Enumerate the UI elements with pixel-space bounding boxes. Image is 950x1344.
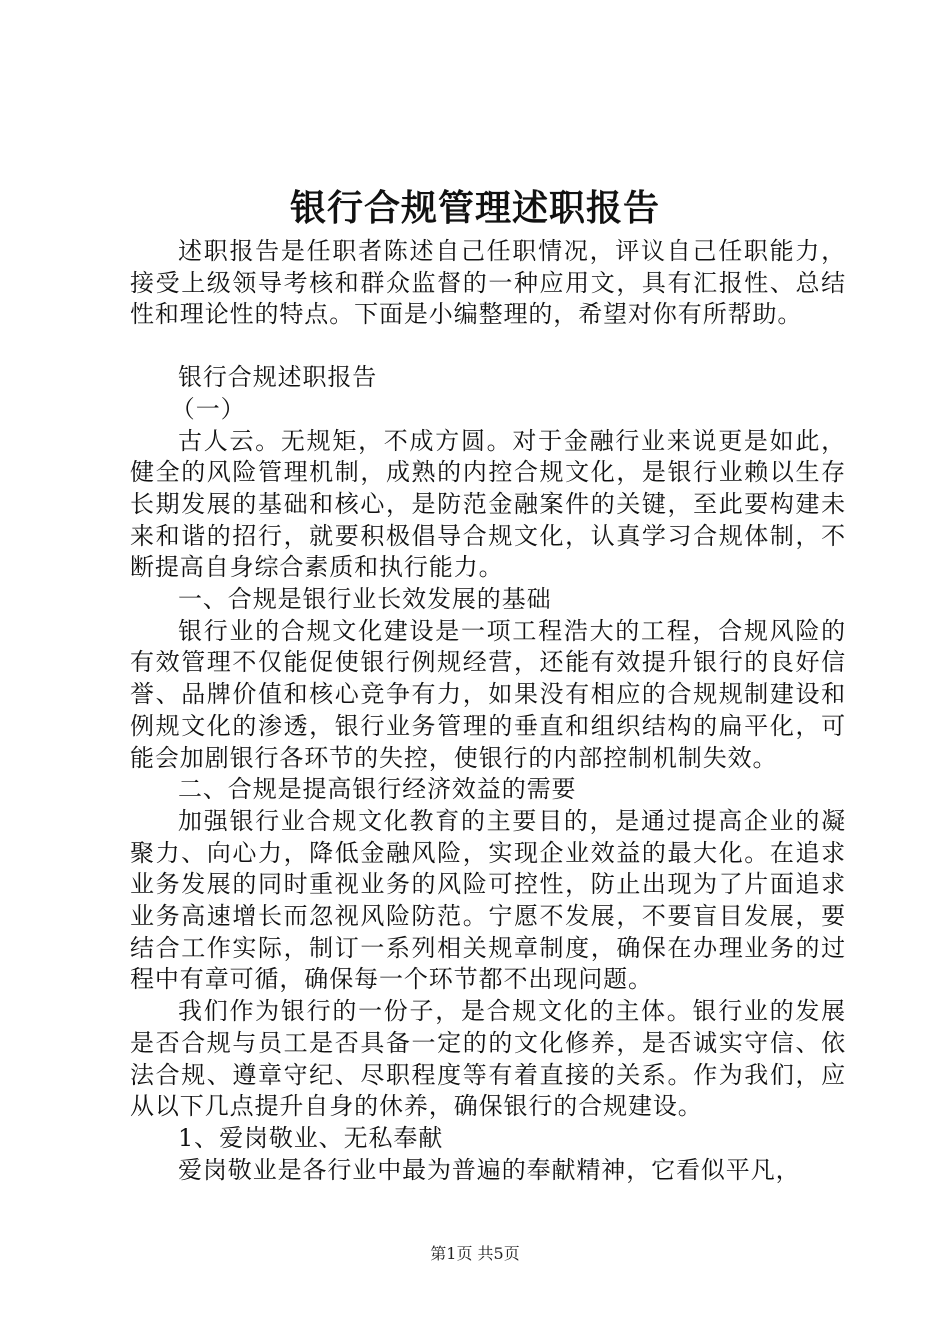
page-number-footer: 第1页 共5页	[430, 1244, 520, 1263]
paragraph-spacer	[130, 331, 846, 362]
document-title: 银行合规管理述职报告	[289, 187, 660, 229]
section-heading: 一、合规是银行业长效发展的基础	[178, 585, 552, 614]
section-heading: 二、合规是提高银行经济效益的需要	[178, 775, 577, 804]
body-paragraph: 古人云。无规矩，不成方圆。对于金融行业来说更是如此，健全的风险管理机制，成熟的内控合规文化，是银行业赖以生存长期发展的基础和核心，是防范金融案件的关键，至此要构建未来和谐的招行，就要积极倡导合规文化，认真学习合规体制，不断提高自身综合素质和执行能力。	[130, 426, 846, 582]
intro-paragraph: 述职报告是任职者陈述自己任职情况，评议自己任职能力，接受上级领导考核和群众监督的一种应用文，具有汇报性、总结性和理论性的特点。下面是小编整理的，希望对你有所帮助。	[130, 237, 846, 329]
body-paragraph: 加强银行业合规文化教育的主要目的，是通过提高企业的凝聚力、向心力，降低金融风险，实现企业效益的最大化。在追求业务发展的同时重视业务的风险可控性，防止出现为了片面追求业务高速增长而忽视风险防范。宁愿不发展，不要盲目发展，要结合工作实际，制订一系列相关规章制度，确保在办理业务的过程中有章可循，确保每一个环节都不出现问题。	[130, 806, 846, 994]
body-paragraph: 爱岗敬业是各行业中最为普遍的奉献精神，它看似平凡，	[178, 1155, 801, 1184]
subsection-heading: 1、爱岗敬业、无私奉献	[178, 1123, 444, 1152]
body-paragraph: 银行业的合规文化建设是一项工程浩大的工程，合规风险的有效管理不仅能促使银行例规经营，还能有效提升银行的良好信誉、品牌价值和核心竞争有力，如果没有相应的合规规制建设和例规文化的渗透，银行业务管理的垂直和组织结构的扁平化，可能会加剧银行各环节的失控，使银行的内部控制机制失效。	[130, 616, 846, 772]
body-paragraph: 我们作为银行的一份子，是合规文化的主体。银行业的发展是否合规与员工是否具备一定的的文化修养，是否诚实守信、依法合规、遵章守纪、尽职程度等有着直接的关系。作为我们，应从以下几点提升自身的休养，确保银行的合规建设。	[130, 997, 846, 1121]
report-subtitle: 银行合规述职报告	[178, 363, 378, 392]
section-mark: （一）	[170, 394, 246, 423]
document-body	[130, 236, 846, 1186]
